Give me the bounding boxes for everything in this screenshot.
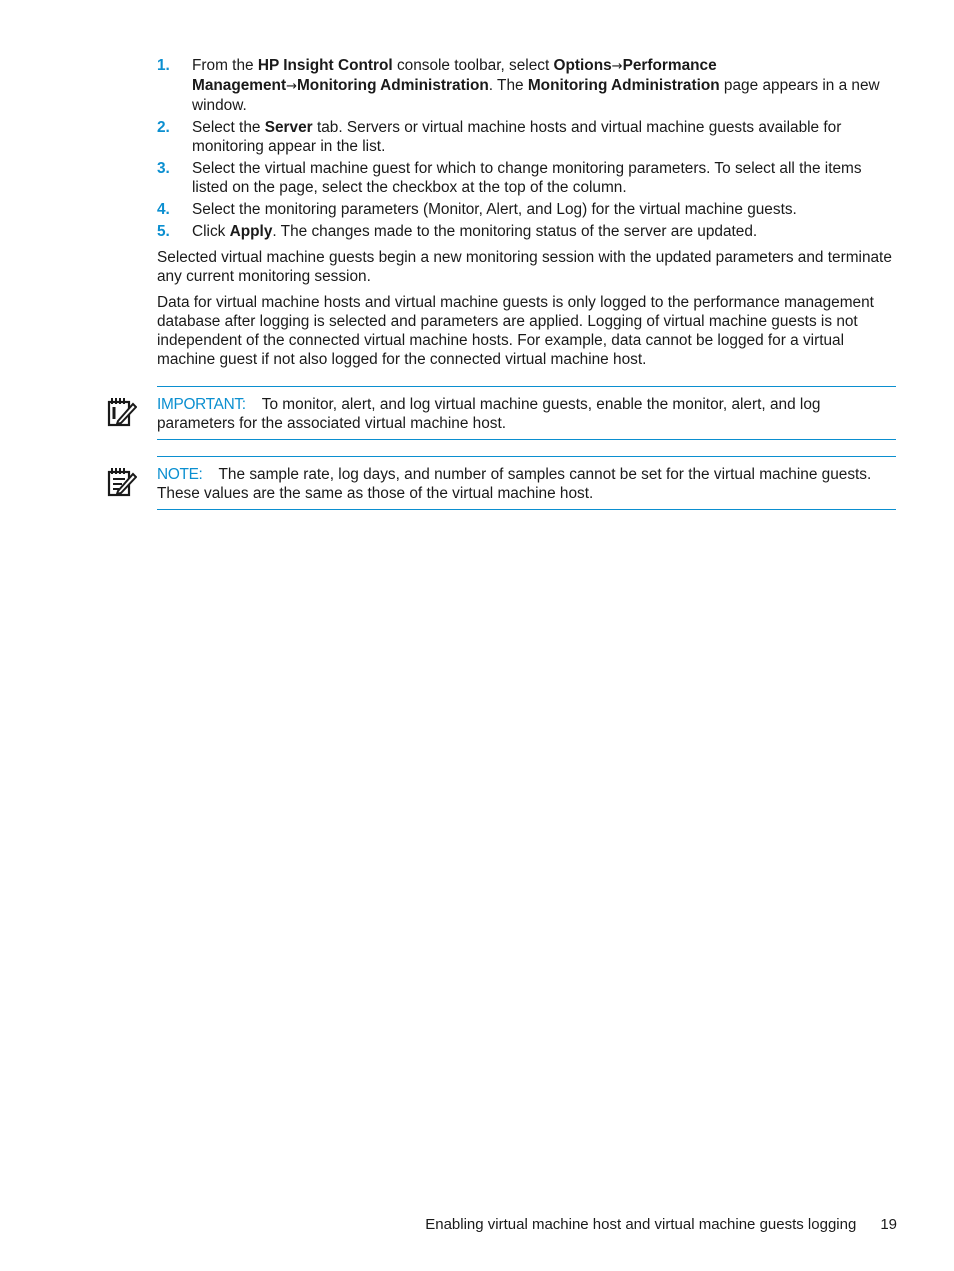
main-content xyxy=(157,56,899,369)
page-footer xyxy=(425,1215,897,1234)
menu-ref: Monitoring Administration xyxy=(527,77,720,94)
ui-ref: Apply xyxy=(229,223,273,240)
step-1 xyxy=(157,56,899,115)
step-text: Select the virtual machine guest for which to change monitoring parameters. To select all the items listed on the page, select the checkbox at the top of the column. xyxy=(192,160,862,196)
menu-ref: Monitoring Administration xyxy=(296,77,489,94)
callout-text: The sample rate, log days, and number of samples cannot be set for the virtual machine guests. These values are the same as those of the virtual machine host. xyxy=(157,466,872,502)
important-callout xyxy=(157,386,896,440)
callout-label: NOTE: xyxy=(157,466,203,483)
step-text: Select the monitoring parameters (Monitor, Alert, and Log) for the virtual machine guests. xyxy=(192,201,797,218)
step-text: From the xyxy=(192,57,258,74)
step-number: 1. xyxy=(157,57,170,74)
menu-ref: HP Insight Control xyxy=(257,57,393,74)
note-callout xyxy=(157,456,896,510)
step-text: Select the xyxy=(192,119,265,136)
arrow-icon: → xyxy=(611,59,623,74)
step-number: 2. xyxy=(157,119,170,136)
procedure-steps xyxy=(157,56,899,241)
step-text: page appears in a new window. xyxy=(192,77,880,114)
arrow-icon: → xyxy=(286,79,297,94)
step-text: . The changes made to the monitoring status of the server are updated. xyxy=(272,223,758,240)
callout-label: IMPORTANT: xyxy=(157,396,246,413)
menu-ref: Performance Management xyxy=(192,57,717,94)
callout-text: To monitor, alert, and log virtual machine guests, enable the monitor, alert, and log parameters for the associated virtual machine host. xyxy=(157,396,821,432)
step-number: 5. xyxy=(157,223,170,240)
step-text: console toolbar, select xyxy=(392,57,554,74)
page-number: 19 xyxy=(880,1216,897,1233)
step-number: 4. xyxy=(157,201,170,218)
step-2 xyxy=(157,118,899,156)
step-text: . The xyxy=(488,77,528,94)
important-note-icon xyxy=(107,396,137,428)
note-icon xyxy=(107,466,137,498)
step-text: tab. Servers or virtual machine hosts and virtual machine guests available for monitoring appear in the list. xyxy=(192,119,842,155)
ui-ref: Server xyxy=(264,119,313,136)
step-text: Click xyxy=(192,223,230,240)
step-3 xyxy=(157,159,899,197)
step-number: 3. xyxy=(157,160,170,177)
paragraph: Data for virtual machine hosts and virtual machine guests is only logged to the performance management database after logging is selected and parameters are applied. Logging of virtual machine guests is not independent of the connected virtual machine hosts. For example, data cannot be logged for a virtual machine guest if not also logged for the connected virtual machine host. xyxy=(157,294,874,368)
paragraph: Selected virtual machine guests begin a new monitoring session with the updated parameters and terminate any current monitoring session. xyxy=(157,249,892,285)
footer-title: Enabling virtual machine host and virtual machine guests logging xyxy=(425,1216,857,1233)
step-4 xyxy=(157,200,899,219)
menu-ref: Options xyxy=(553,57,612,74)
step-5 xyxy=(157,222,899,241)
